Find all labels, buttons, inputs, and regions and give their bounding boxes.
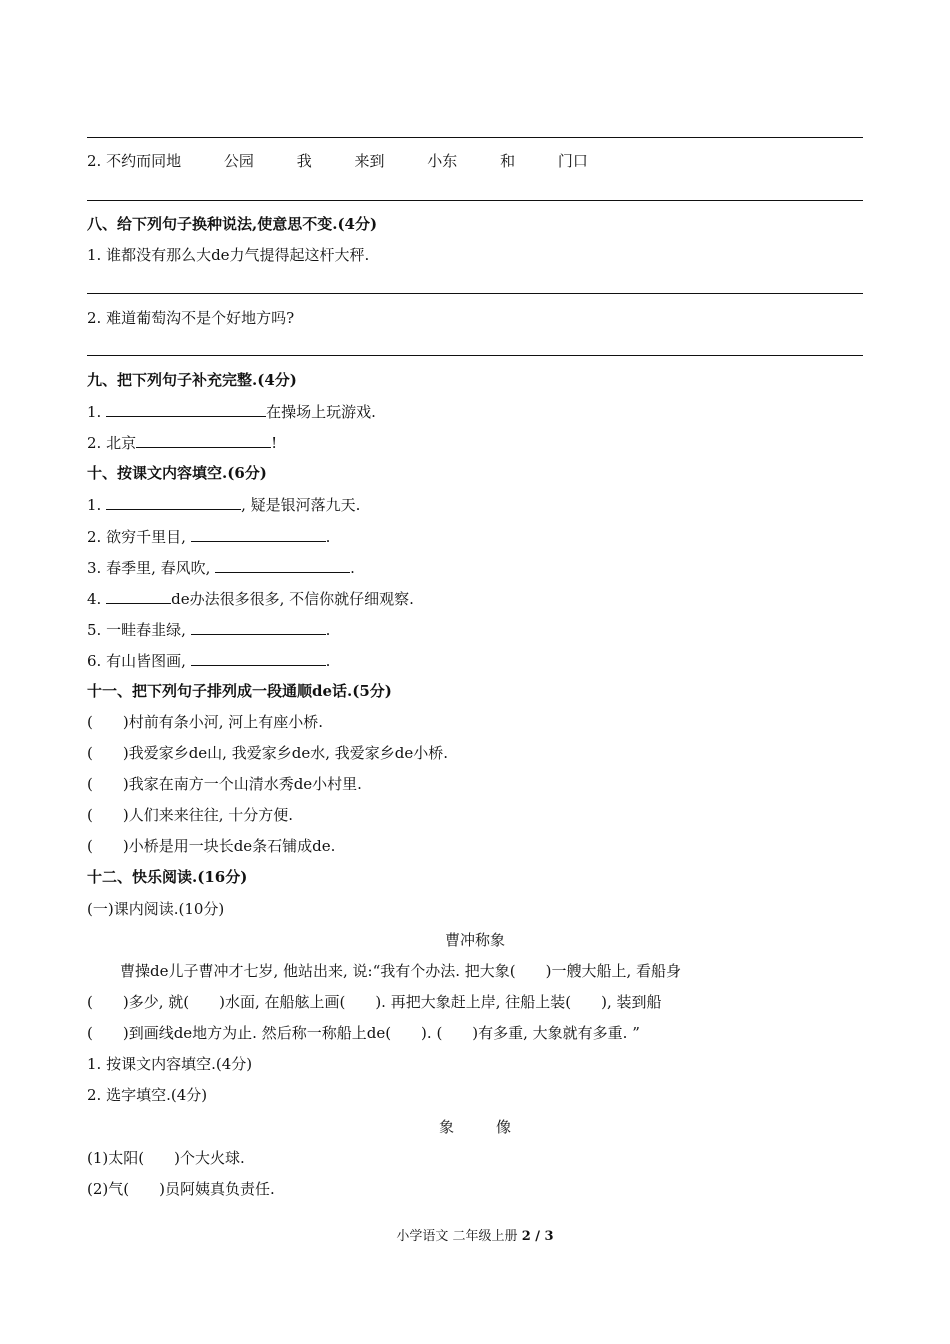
q9-item-2: [87, 432, 277, 453]
fill-blank[interactable]: [106, 588, 171, 604]
q11-item: ( )我爱家乡de山, 我爱家乡de水, 我爱家乡de小桥.: [87, 744, 448, 762]
answer-line-q7-2: [87, 200, 863, 201]
q8-heading: 八、给下列句子换种说法,使意思不变.(4分): [87, 215, 378, 233]
q11-item: ( )村前有条小河, 河上有座小桥.: [87, 713, 324, 731]
fill-blank[interactable]: [191, 650, 326, 666]
q9-item-1-text: 在操场上玩游戏.: [266, 403, 376, 421]
page-number: 2 / 3: [521, 1229, 554, 1244]
q10-item-4-text: de办法很多很多, 不信你就仔细观察.: [171, 590, 414, 608]
passage-line: ( )多少, 就( )水面, 在船舷上画( ). 再把大象赶上岸, 往船上装( ), 装到船: [87, 993, 662, 1011]
q9-item-2-text: !: [271, 434, 278, 452]
q10-item-1-label: 1.: [87, 496, 102, 514]
q11-item: ( )我家在南方一个山清水秀de小村里.: [87, 775, 362, 793]
q10-item-5-label: 5. 一畦春韭绿,: [87, 621, 186, 639]
word-choice: 像: [496, 1118, 512, 1136]
q8-item-2: 2. 难道葡萄沟不是个好地方吗?: [87, 309, 295, 327]
q10-item-2: [87, 526, 330, 547]
q12-fill-1: (1)太阳( )个大火球.: [87, 1149, 245, 1167]
q10-item-3-text: .: [350, 559, 355, 577]
q12-fill-2: (2)气( )员阿姨真负责任.: [87, 1180, 275, 1198]
q7-word: 公园: [223, 152, 254, 170]
fill-blank[interactable]: [106, 494, 241, 510]
fill-blank[interactable]: [106, 401, 266, 417]
q7-word: 和: [500, 152, 516, 170]
footer-subject: 小学语文 二年级上册: [396, 1229, 518, 1244]
q8-item-1: 1. 谁都没有那么大de力气提得起这杆大秤.: [87, 246, 370, 264]
q7-word: 不约而同地: [106, 152, 182, 170]
q10-item-6-label: 6. 有山皆图画,: [87, 652, 186, 670]
answer-line-q8-1: [87, 293, 863, 294]
passage-title: 曹冲称象: [444, 931, 505, 949]
answer-line-q8-2: [87, 355, 863, 356]
q10-item-6: [87, 650, 330, 671]
q10-item-3-label: 3. 春季里, 春风吹,: [87, 559, 211, 577]
q12-heading: 十二、快乐阅读.(16分): [87, 868, 248, 886]
q10-item-5-text: .: [325, 621, 331, 639]
page-footer: [0, 1225, 950, 1244]
fill-blank[interactable]: [191, 619, 326, 635]
passage-line: ( )到画线de地方为止. 然后称一称船上de( ). ( )有多重, 大象就有多重. ”: [87, 1024, 640, 1042]
q11-item: ( )小桥是用一块长de条石铺成de.: [87, 837, 336, 855]
word-choices: [0, 1117, 950, 1137]
q9-item-2-label: 2. 北京: [87, 434, 137, 452]
q10-item-1-text: , 疑是银河落九天.: [241, 496, 361, 514]
q10-item-1: [87, 494, 360, 515]
q7-item-2-label: 2.: [87, 152, 102, 170]
answer-line-q7-1: [87, 137, 863, 138]
q10-item-2-label: 2. 欲穷千里目,: [87, 528, 186, 546]
fill-blank[interactable]: [191, 526, 326, 542]
q10-heading: 十、按课文内容填空.(6分): [87, 464, 267, 482]
word-choice: 象: [438, 1118, 454, 1136]
q9-item-1: [87, 401, 376, 422]
q12-question-2: 2. 选字填空.(4分): [87, 1086, 208, 1104]
q7-word: 来到: [354, 152, 385, 170]
q7-word: 我: [296, 152, 312, 170]
fill-blank[interactable]: [136, 432, 271, 448]
q10-item-3: [87, 557, 355, 578]
q10-item-4: [87, 588, 414, 609]
q9-item-1-label: 1.: [87, 403, 102, 421]
q7-word: 小东: [427, 152, 458, 170]
q12-question-1: 1. 按课文内容填空.(4分): [87, 1055, 253, 1073]
q10-item-6-text: .: [325, 652, 331, 670]
q11-item: ( )人们来来往往, 十分方便.: [87, 806, 294, 824]
q10-item-4-label: 4.: [87, 590, 102, 608]
q7-item-2: [87, 151, 626, 171]
q12-sub-heading: (一)课内阅读.(10分): [87, 900, 225, 918]
fill-blank[interactable]: [215, 557, 350, 573]
passage-line: 曹操de儿子曹冲才七岁, 他站出来, 说:“我有个办法. 把大象( )一艘大船上, 看船身: [120, 962, 682, 980]
q10-item-5: [87, 619, 330, 640]
q9-heading: 九、把下列句子补充完整.(4分): [87, 371, 297, 389]
q7-word: 门口: [557, 152, 588, 170]
q10-item-2-text: .: [325, 528, 331, 546]
q11-heading: 十一、把下列句子排列成一段通顺de话.(5分): [87, 682, 392, 700]
